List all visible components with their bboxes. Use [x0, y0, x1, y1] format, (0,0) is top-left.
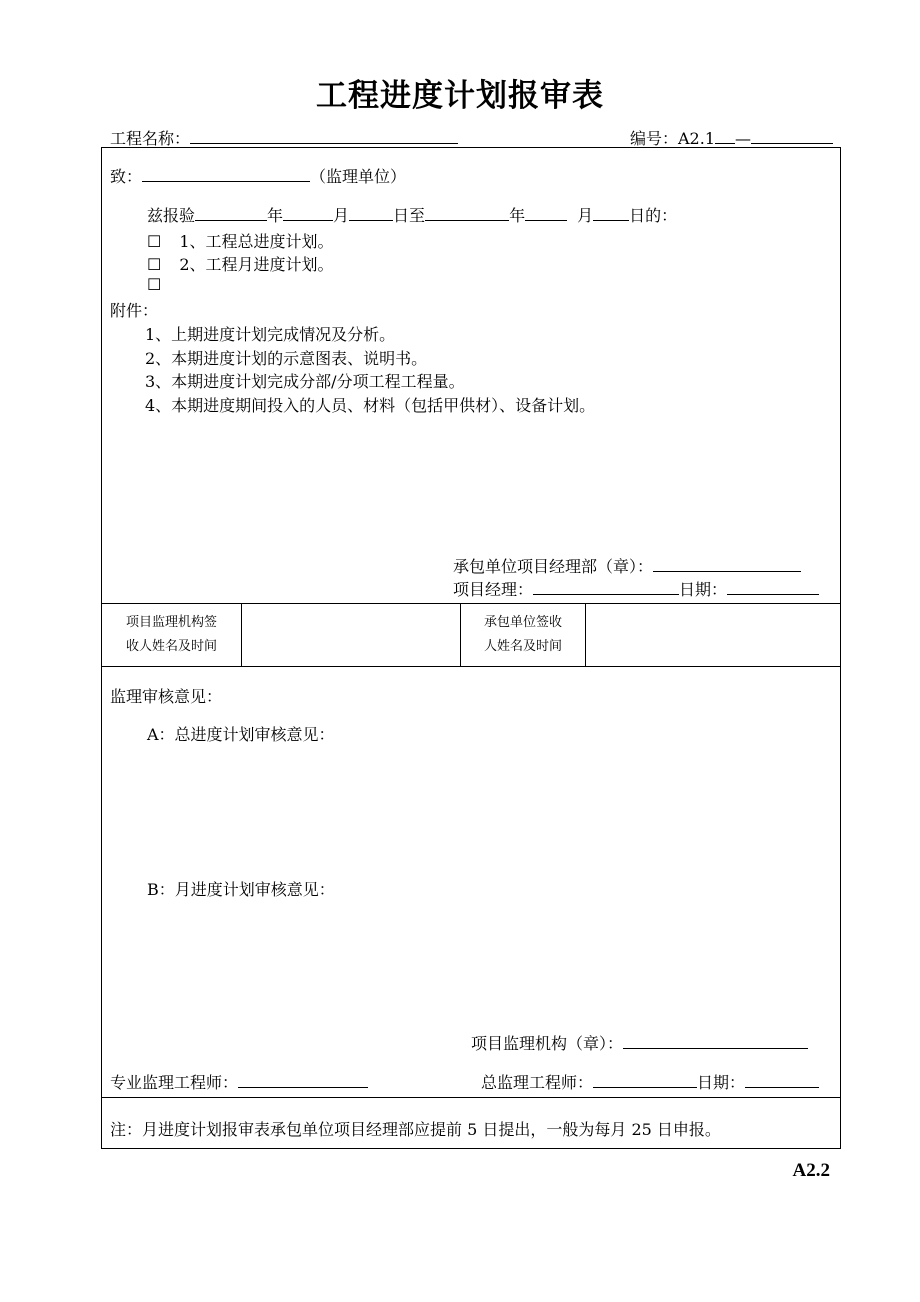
pm-label: 项目经理： [453, 580, 534, 599]
supervisor-unit-blank[interactable] [142, 165, 310, 182]
review-a-label: A：总进度计划审核意见： [147, 725, 335, 744]
start-year-blank[interactable] [195, 204, 267, 221]
table-top-border [101, 147, 841, 148]
checkbox-icon[interactable]: ☐ [147, 232, 162, 251]
table-divider-3 [101, 1097, 841, 1098]
table-divider-2 [101, 666, 841, 667]
to-label: 致： [110, 167, 143, 186]
chief-line [481, 1070, 819, 1093]
date-label: 日期： [679, 580, 728, 599]
date-blank-2[interactable] [745, 1071, 819, 1088]
supervisor-receipt-line1: 项目监理机构签 [125, 615, 217, 630]
recipient-line [110, 164, 406, 187]
serial-number-field [630, 126, 833, 149]
page-title: 工程进度计划报审表 [316, 78, 604, 114]
option-item[interactable] [147, 229, 334, 252]
table-right-border [840, 147, 841, 1148]
supervisor-receipt-label [102, 611, 241, 659]
date-blank[interactable] [727, 578, 819, 595]
contractor-receipt-line2: 人姓名及时间 [483, 639, 562, 654]
specialist-label: 专业监理工程师： [110, 1073, 239, 1092]
contractor-receipt-cell[interactable] [586, 604, 840, 666]
serial-blank-2[interactable] [751, 127, 833, 144]
option-label: 1、工程总进度计划。 [179, 232, 334, 251]
contractor-dept-label: 承包单位项目经理部（章）： [453, 557, 654, 576]
table-bottom-border [101, 1148, 841, 1149]
project-name-blank[interactable] [190, 127, 458, 144]
attachments-label: 附件： [110, 301, 159, 320]
report-period-line [147, 203, 677, 226]
day-to-label: 日至 [393, 206, 426, 225]
start-day-blank[interactable] [349, 204, 393, 221]
attachment-item: 3、本期进度计划完成分部/分项工程工程量。 [145, 372, 465, 391]
review-label: 监理审核意见： [110, 687, 223, 706]
project-manager-line [453, 577, 819, 600]
review-b-label: B：月进度计划审核意见： [147, 880, 335, 899]
supervisor-org-blank[interactable] [623, 1032, 808, 1049]
contractor-receipt-line1: 承包单位签收 [483, 615, 562, 630]
serial-label: 编号：A2.1 [630, 129, 716, 148]
attachment-item: 2、本期进度计划的示意图表、说明书。 [145, 349, 428, 368]
project-name-label: 工程名称： [110, 129, 191, 148]
contractor-dept-blank[interactable] [653, 555, 801, 572]
note-text: 注：月进度计划报审表承包单位项目经理部应提前 5 日提出，一般为每月 25 日申报。 [110, 1120, 721, 1139]
contractor-receipt-label [461, 611, 585, 659]
end-day-blank[interactable] [593, 204, 629, 221]
year-label: 年 [267, 206, 284, 225]
start-month-blank[interactable] [283, 204, 333, 221]
specialist-blank[interactable] [238, 1071, 368, 1088]
review-a-area[interactable] [147, 746, 827, 866]
option-label: 2、工程月进度计划。 [179, 255, 334, 274]
attachment-item: 4、本期进度期间投入的人员、材料（包括甲供材）、设备计划。 [145, 396, 596, 415]
review-b-area[interactable] [147, 901, 827, 1021]
option-item[interactable] [147, 252, 334, 275]
contractor-dept-line [453, 554, 801, 577]
year-label-2: 年 [509, 206, 526, 225]
pm-blank[interactable] [533, 578, 679, 595]
report-prefix: 兹报验 [147, 206, 196, 225]
month-label: 月 [333, 206, 350, 225]
checkbox-icon[interactable]: ☐ [147, 275, 162, 294]
chief-label: 总监理工程师： [481, 1073, 594, 1092]
specialist-line [110, 1070, 368, 1093]
supervisor-org-label: 项目监理机构（章）： [471, 1034, 624, 1053]
option-item[interactable] [147, 275, 179, 294]
supervisor-org-line [471, 1031, 808, 1054]
chief-blank[interactable] [593, 1071, 697, 1088]
form-code: A2.2 [792, 1160, 830, 1181]
month-label-2: 月 [577, 206, 594, 225]
supervisor-receipt-cell[interactable] [242, 604, 460, 666]
end-month-blank[interactable] [525, 204, 567, 221]
day-end-label: 日的： [629, 206, 678, 225]
date-label-2: 日期： [697, 1073, 746, 1092]
project-name-field [110, 126, 458, 149]
supervisor-receipt-line2: 收人姓名及时间 [125, 639, 217, 654]
end-year-blank[interactable] [425, 204, 509, 221]
to-suffix: （监理单位） [310, 167, 407, 186]
serial-dash: — [735, 129, 752, 148]
checkbox-icon[interactable]: ☐ [147, 255, 162, 274]
serial-blank-1[interactable] [715, 127, 735, 144]
attachment-item: 1、上期进度计划完成情况及分析。 [145, 325, 396, 344]
